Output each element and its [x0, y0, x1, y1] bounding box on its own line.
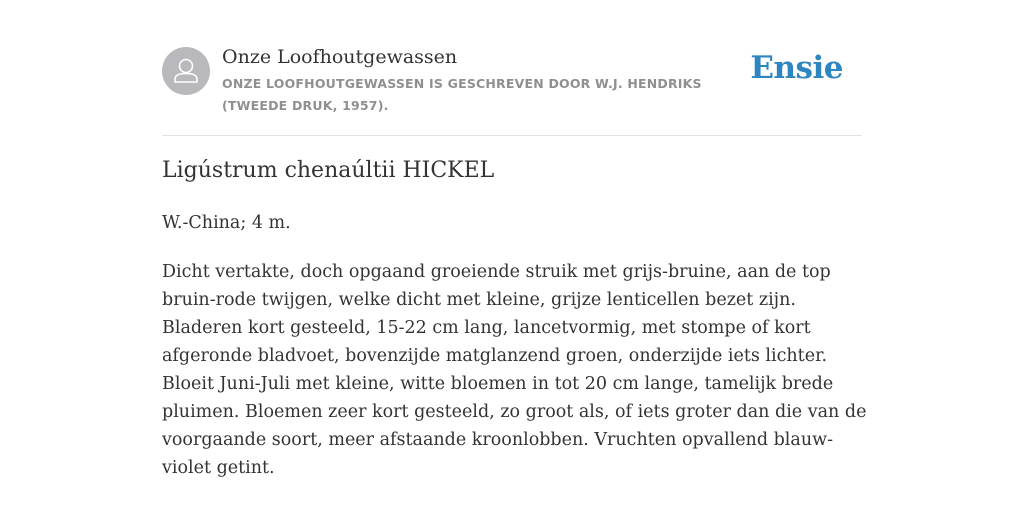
user-icon [162, 47, 210, 95]
entry-body: Dicht vertakte, doch opgaand groeiende struik met grijs-bruine, aan de top bruin-rode twijgen, welke dicht met kleine, grijze lenticellen bezet zijn. Bladeren kort gesteeld, 15-22 cm lang, lancetvormig, met stompe of kort afgeronde bladvoet, bovenzijde matglanzend groen, onderzijde iets lichter. Bloeit Juni-Juli met kleine, witte bloemen in tot 20 cm lange, tamelijk brede pluimen. Bloemen zeer kort gesteeld, zo groot als, of iets groter dan die van de voorgaande soort, meer afstaande kroonlobben. Vruchten opvallend blauw-violet getint. [162, 262, 867, 478]
entry-title: Ligústrum chenaúltii HICKEL [162, 158, 495, 183]
entry-meta: W.-China; 4 m. [162, 213, 291, 233]
source-header [162, 45, 862, 121]
ensie-logo[interactable]: Ensie [750, 50, 843, 86]
source-title[interactable]: Onze Loofhoutgewassen [222, 46, 458, 68]
divider [162, 135, 862, 136]
source-description: ONZE LOOFHOUTGEWASSEN IS GESCHREVEN DOOR W.J. HENDRIKS (TWEEDE DRUK, 1957). [222, 76, 702, 113]
